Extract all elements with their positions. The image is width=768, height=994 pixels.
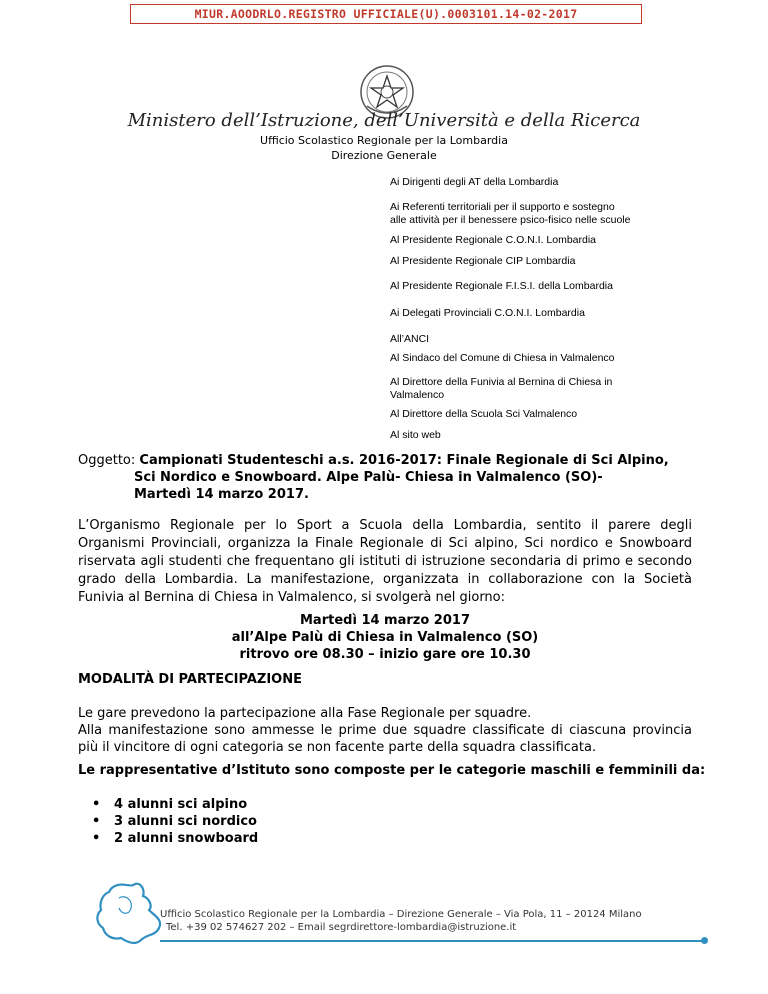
footer-line-1: Ufficio Scolastico Regionale per la Lombardia – Direzione Generale – Via Pola, 11 – 20124 Milano xyxy=(160,909,642,920)
subject-text: Campionati Studenteschi a.s. 2016-2017: Finale Regionale di Sci Alpino, xyxy=(139,453,669,468)
protocol-stamp: MIUR.AOODRLO.REGISTRO UFFICIALE(U).0003101.14-02-2017 xyxy=(130,4,642,24)
ministry-title: Ministero dell’Istruzione, dell’Università e della Ricerca xyxy=(127,110,641,131)
event-date: Martedì 14 marzo 2017 xyxy=(300,613,470,628)
recipient: Al Presidente Regionale C.O.N.I. Lombardia xyxy=(390,234,597,246)
event-place: all’Alpe Palù di Chiesa in Valmalenco (SO) xyxy=(231,630,539,645)
footer-divider xyxy=(160,940,705,942)
recipient: Ai Delegati Provinciali C.O.N.I. Lombardia xyxy=(390,307,585,319)
list-item: • 4 alunni sci alpino xyxy=(92,796,258,813)
recipient: Ai Referenti territoriali per il supporto e sostegno alle attività per il benessere psico-fisico nelle scuole xyxy=(390,201,631,226)
teams-list xyxy=(92,796,258,847)
subject-line-2: Sci Nordico e Snowboard. Alpe Palù- Chiesa in Valmalenco (SO)- xyxy=(134,470,603,485)
footer-divider-dot xyxy=(701,937,708,944)
recipient: All’ANCI xyxy=(390,333,430,345)
list-item: • 2 alunni snowboard xyxy=(92,830,258,847)
recipient: Al Presidente Regionale F.I.S.I. della Lombardia xyxy=(390,280,613,292)
subject-line xyxy=(78,452,698,469)
subject-label: Oggetto: xyxy=(78,453,140,468)
recipient: Al Presidente Regionale CIP Lombardia xyxy=(390,255,576,267)
list-item: • 3 alunni sci nordico xyxy=(92,813,258,830)
office-name xyxy=(0,133,768,163)
recipient: Al Direttore della Scuola Sci Valmalenco xyxy=(390,408,578,420)
office-line: Ufficio Scolastico Regionale per la Lombardia xyxy=(260,134,508,147)
recipient: Al Sindaco del Comune di Chiesa in Valmalenco xyxy=(390,352,615,364)
lombardia-map-logo-icon xyxy=(93,880,168,950)
event-details xyxy=(78,612,692,663)
section-heading: MODALITÀ DI PARTECIPAZIONE xyxy=(78,672,302,687)
participation-text xyxy=(78,705,692,756)
participation-p1: Le gare prevedono la partecipazione alla Fase Regionale per squadre. xyxy=(78,706,532,721)
participation-p2: Alla manifestazione sono ammesse le prime due squadre classificate di ciascuna provincia più il vincitore di ogni categoria se non facente parte della squadra classificata. xyxy=(78,723,692,755)
footer-address xyxy=(160,908,642,934)
event-time: ritrovo ore 08.30 – inizio gare ore 10.30 xyxy=(239,647,531,662)
teams-heading: Le rappresentative d’Istituto sono composte per le categorie maschili e femminili da: xyxy=(78,763,706,778)
footer-line-2: Tel. +39 02 574627 202 – Email segrdirettore-lombardia@istruzione.it xyxy=(166,922,517,933)
recipient: Al sito web xyxy=(390,429,441,441)
recipient: Al Direttore della Funivia al Bernina di Chiesa in Valmalenco xyxy=(390,376,613,401)
intro-paragraph: L’Organismo Regionale per lo Sport a Scuola della Lombardia, sentito il parere degli Organismi Provinciali, organizza la Finale Regionale di Sci alpino, Sci nordico e Snowboard riservata agli studenti che frequentano gli istituti di istruzione secondaria di primo e secondo grado della Lombardia. La manifestazione, organizzata in collaborazione con la Società Funivia al Bernina di Chiesa in Valmalenco, si svolgerà nel giorno: xyxy=(78,518,692,605)
subject-line-3: Martedì 14 marzo 2017. xyxy=(134,487,309,502)
department-line: Direzione Generale xyxy=(331,149,437,162)
recipient: Ai Dirigenti degli AT della Lombardia xyxy=(390,176,559,188)
